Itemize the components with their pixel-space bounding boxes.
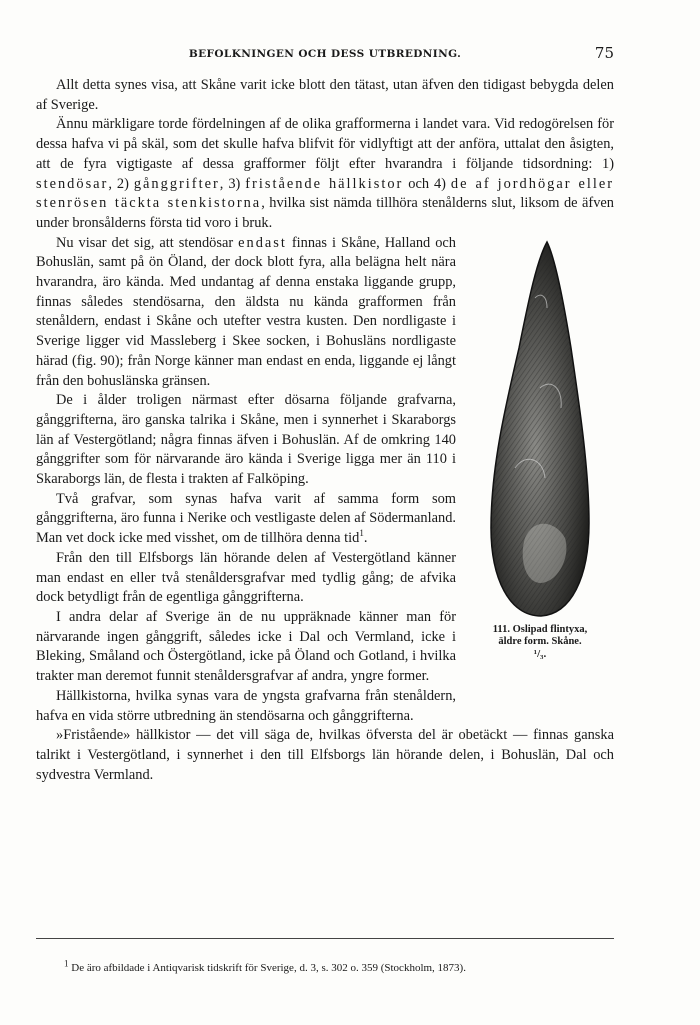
figure-flint-axe bbox=[466, 234, 614, 714]
paragraph: Allt detta synes visa, att Skåne varit icke blott den tätast, utan äfven den tidigast bebygda delen af Sverige. bbox=[36, 77, 614, 113]
figure-scale: ¹/₃. bbox=[533, 647, 547, 660]
paragraph: Hällkistorna, hvilka synas vara de yngsta grafvarna från stenåldern, hafva en vida större utbredning än stendösarna och gånggrifterna. bbox=[36, 687, 456, 724]
spaced-term: de af jordhögar eller stenrösen täckta stenkistorna bbox=[36, 175, 615, 212]
running-title: BEFOLKNINGEN OCH DESS UTBREDNING. bbox=[188, 48, 462, 60]
paragraph: I andra delar af Sverige än de nu uppräknade känner man för närvarande ingen gånggrift, således icke i Dal och Vermland, icke i Bleking, Småland och Östergötland, icke på Öland och Gotland, i hvilka trakter man deremot funnit stenåldersgrafvar af andra, yngre former. bbox=[36, 608, 456, 685]
footnote-reference: 1 bbox=[359, 528, 364, 539]
flint-axe-illustration bbox=[485, 238, 595, 618]
figure-caption: 111. Oslipad flintyxa, äldre form. Skåne. ¹/₃. bbox=[466, 624, 614, 660]
footnote: $^1$ De äro afbildade i Antiqvarisk tidskrift för Sverige, d. 3, s. 302 o. 359 (Stockholm, 1873). bbox=[64, 958, 466, 974]
footnote-marker: 1 bbox=[64, 958, 69, 969]
paragraph: Nu visar det sig, att stendösar endast finnas i Skåne, Halland och Bohuslän, samt på ön Öland, der dock blott fyra, alla belägna helt nära hvarandra, äro kända. Med undantag af denna enstaka liggande grupp, finnas således stendösarna, den äldsta nu kända grafformen från stenåldern, endast i Skåne och utefter vestra kusten. Den nordligaste i Sverige ligger vid Massleberg i Skee socken, i Bohusläns nordligaste härad (fig. 90); från Norge känner man endast en enda, liggande ej långt från den bohuslänska gränsen. bbox=[36, 234, 456, 389]
paragraph: Från den till Elfsborgs län hörande delen af Vestergötland känner man endast en eller två stenåldersgrafvar med tydlig gång; de afvika dock betydligt från de egentliga gånggrifterna. bbox=[36, 549, 456, 606]
paragraph: Två grafvar, som synas hafva varit af samma form som gånggrifterna, äro funna i Nerike och vestligaste delen af Södermanland. Man vet dock icke med visshet, om de tillhöra denna tid$^1$. bbox=[36, 490, 456, 547]
paragraph: De i ålder troligen närmast efter dösarna följande grafvarna, gånggrifterna, äro ganska talrika i Skåne, men i synnerhet i Skaraborgs län af Vestergötland; några finnas äfven i Bohuslän. Af de omkring 140 gånggrifter som för närvarande äro kända i Sverige ligga mer än 110 i Skaraborgs län, de flesta i trakten af Falköping. bbox=[36, 392, 456, 488]
paragraph: »Fristående» hällkistor — det vill säga de, hvilkas öfversta del är obetäckt — finnas ganska talrikt i Vestergötland, i synnerhet i den till Elfsborgs län hörande delen, i Bohuslän, Dal och sydvestra Vermland. bbox=[36, 727, 614, 783]
footnote-divider bbox=[36, 938, 614, 939]
spaced-term: gånggrifter bbox=[133, 175, 220, 192]
spaced-term: stendösar bbox=[36, 175, 109, 192]
page-number: 75 bbox=[594, 44, 614, 62]
spaced-term: fristående hällkistor bbox=[245, 175, 404, 192]
spaced-term: endast bbox=[238, 234, 287, 251]
paragraph: Ännu märkligare torde fördelningen af de olika grafformerna i landet vara. Vid redogörelsen för dessa hafva vi på skäl, som det skulle hafva blifvit för vidlyftigt att der anföra, uttalat den åsigten, att de fyra vigtigaste af dessa grafformer följt efter hvarandra i följande tidsordning: 1) stendösar, 2) gånggrifter, 3) fristående hällkistor och 4) de af jordhögar eller stenrösen täckta stenkistorna, hvilka sist nämda tillhöra stenålderns slut, liksom de äfven under bronsålderns första tid voro i bruk. bbox=[36, 116, 615, 231]
body-text bbox=[36, 76, 614, 785]
